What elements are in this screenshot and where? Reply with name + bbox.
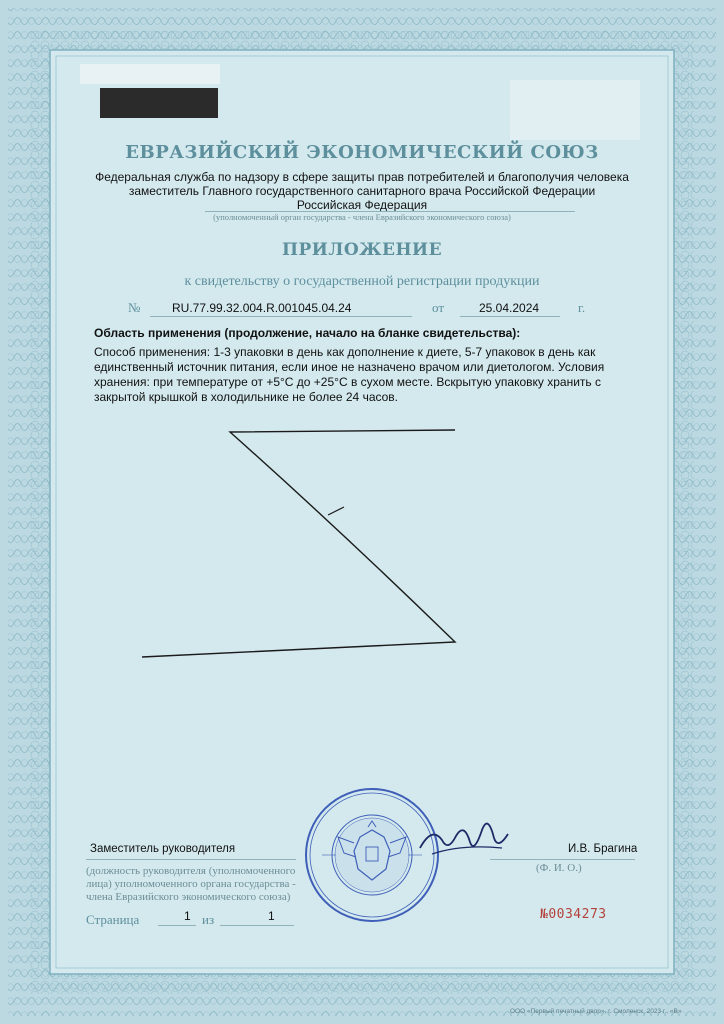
page-current-underline bbox=[158, 925, 196, 926]
blank-space-z-stroke bbox=[130, 420, 470, 670]
signer-name: И.В. Брагина bbox=[568, 843, 638, 855]
agency-block bbox=[62, 170, 662, 212]
page-total: 1 bbox=[268, 909, 275, 923]
page-label: Страница bbox=[86, 912, 140, 927]
printer-note: ООО «Первый печатный двор», г. Смоленск, 2023 г., «В» bbox=[510, 1008, 682, 1015]
agency-line-2: заместитель Главного государственного санитарного врача Российской Федерации bbox=[128, 184, 596, 198]
number-label: № bbox=[128, 300, 141, 315]
agency-line-1: Федеральная служба по надзору в сфере защиты прав потребителей и благополучия человека bbox=[95, 170, 629, 184]
top-redacted-strip bbox=[80, 64, 220, 84]
handwritten-signature bbox=[412, 808, 512, 868]
position-caption-line-3: члена Евразийского экономического союза) bbox=[86, 891, 291, 903]
authority-caption: (уполномоченный орган государства - члена Евразийского экономического союза) bbox=[213, 212, 511, 222]
number-underline bbox=[150, 316, 412, 317]
page-of-label: из bbox=[202, 912, 215, 927]
position-caption-line-2: лица) уполномоченного органа государства - bbox=[86, 878, 296, 890]
union-title: ЕВРАЗИЙСКИЙ ЭКОНОМИЧЕСКИЙ СОЮЗ bbox=[125, 142, 599, 163]
page-total-underline bbox=[220, 925, 294, 926]
position-underline bbox=[86, 859, 296, 860]
top-right-redacted-block bbox=[510, 80, 640, 140]
scope-heading: Область применения (продолжение, начало на бланке свидетельства): bbox=[94, 326, 521, 340]
registration-date: 25.04.2024 bbox=[479, 301, 540, 315]
serial-number: №0034273 bbox=[540, 907, 607, 922]
date-label: от bbox=[432, 300, 445, 315]
agency-line-3: Российская Федерация bbox=[296, 198, 428, 212]
appendix-title: ПРИЛОЖЕНИЕ bbox=[281, 240, 443, 260]
position-caption bbox=[86, 865, 296, 904]
fio-caption: (Ф. И. О.) bbox=[536, 862, 582, 874]
scope-text: Способ применения: 1-3 упаковки в день как дополнение к диете, 5-7 упаковок в день как единственный источник питания, если иное не назначено врачом или диетологом. Условия хранения: при температуре от +5°С до +25°С в сухом месте. Вскрытую упаковку хранить с закрытой крышкой в холодильнике не более 24 часов. bbox=[94, 345, 605, 404]
year-suffix: г. bbox=[578, 300, 586, 315]
registration-number: RU.77.99.32.004.R.001045.04.24 bbox=[172, 301, 352, 315]
page-current: 1 bbox=[184, 909, 191, 923]
appendix-subtitle: к свидетельству о государственной регистрации продукции bbox=[184, 274, 540, 289]
date-underline bbox=[460, 316, 560, 317]
barcode-block bbox=[100, 88, 218, 118]
signer-position: Заместитель руководителя bbox=[90, 843, 236, 855]
position-caption-line-1: (должность руководителя (уполномоченного bbox=[86, 865, 296, 877]
